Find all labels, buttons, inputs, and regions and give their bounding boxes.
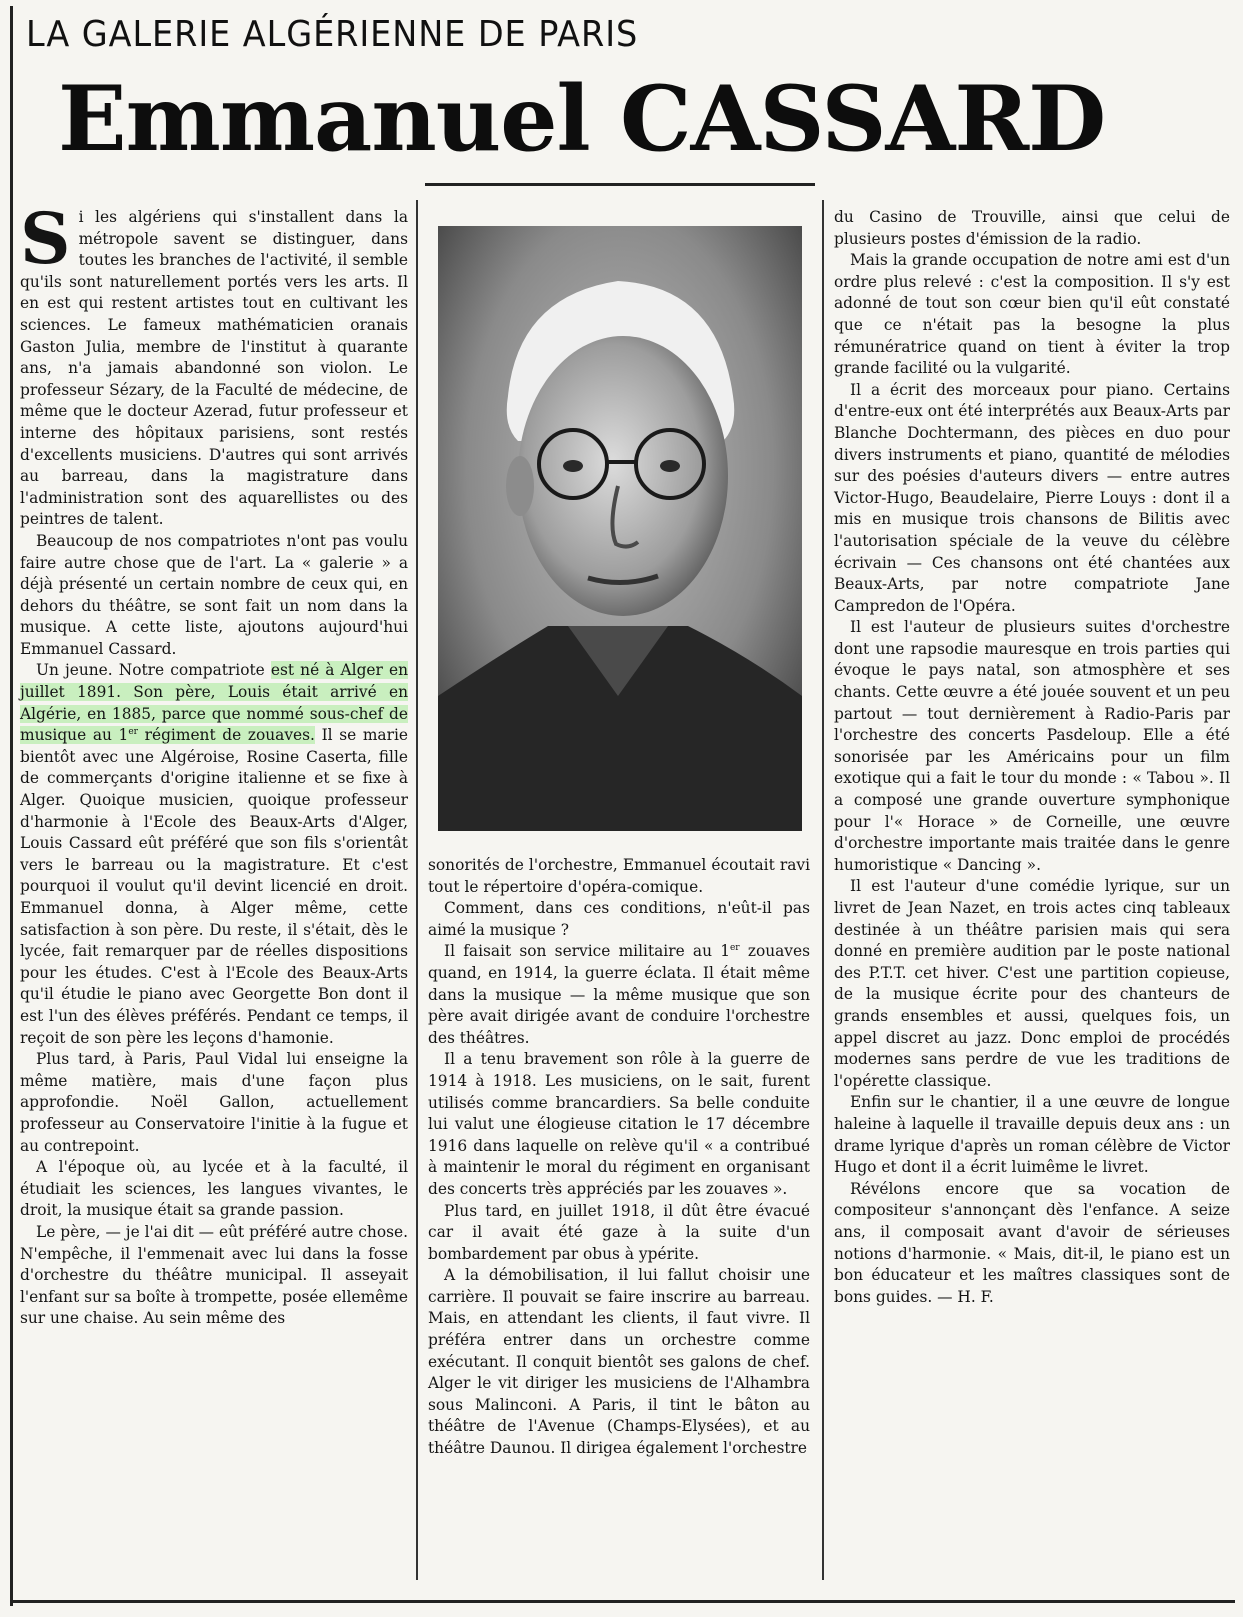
left-margin-rule [10,6,13,1606]
paragraph: Il a tenu bravement son rôle à la guerre de 1914 à 1918. Les musiciens, on le sait, furent utilisés comme brancardiers. Sa belle conduite lui valut une élogieuse citation le 17 décembre 1916 dans laquelle on relève qu'il « a contribué à maintenir le moral du régiment en organisant des concerts très appréciés par les zouaves ». [428,1050,810,1198]
paragraph-text: Il se marie bientôt avec une Algéroise, Rosine Caserta, fille de commerçants d'origine italienne et se fixe à Alger. Quoique musicien, quoique professeur d'harmonie à l'Ecole des Beaux-Arts d'Alger, Louis Cassard eût préféré que son fils s'orientât vers le barreau ou la magistrature. Et c'est pourquoi il voulut qu'il devint licencié en droit. Emmanuel donna, à Alger même, cette satisfaction à son père. Du reste, il s'était, dès le lycée, fait remarquer par de réelles dispositions pour les études. C'est à l'Ecole des Beaux-Arts qu'il étudie le piano avec Georgette Bon dont il est l'un des élèves préférés. Pendant ce temps, il reçoit de son père les leçons d'hamonie. [20,726,408,1047]
paragraph: sonorités de l'orchestre, Emmanuel écoutait ravi tout le répertoire d'opéra-comique. [428,856,810,896]
paragraph-text: i les algériens qui s'installent dans la métropole savent se distinguer, dans toutes les branches de l'activité, il semble qu'ils sont naturellement portés vers les arts. Il en est qui restent artistes tout en cultivant les sciences. Le fameux mathématicien oranais Gaston Julia, membre de l'institut à quarante ans, n'a jamais abandonné son violon. Le professeur Sézary, de la Faculté de médecine, de même que le docteur Azerad, futur professeur et interne des hôpitaux parisiens, sont restés d'excellents musiciens. D'autres qui sont arrivés au barreau, dans la magistrature dans l'administration sont des aquarellistes ou des peintres de talent. [20,208,408,529]
drop-cap: S [20,197,71,280]
paragraph: Beaucoup de nos compatriotes n'ont pas voulu faire autre chose que de l'art. La « galerie » a déjà présenté un certain nombre de ceux qui, en dehors du théâtre, se sont fait un nom dans la musique. A cette liste, ajoutons aujourd'hui Emmanuel Cassard. [20,531,408,658]
paragraph [20,197,408,531]
paragraph: Révélons encore que sa vocation de compositeur s'annonçant dès l'enfance. A seize ans, il composait avant d'avoir de sérieuses notions d'harmonie. « Mais, dit-il, le piano est un bon éducateur et les maîtres classiques sont de bons guides. — H. F. [834,1179,1230,1306]
paragraph-text: Un jeune. Notre compatriote [36,661,271,680]
paragraph: A la démobilisation, il lui fallut choisir une carrière. Il pouvait se faire inscrire au barreau. Mais, en attendant les clients, il faut vivre. Il préféra entrer dans un orchestre comme exécutant. Il conquit bientôt ses galons de chef. Alger le vit diriger les musiciens de l'Alhambra sous Malinconi. A Paris, il tint le bâton au théâtre de l'Avenue (Champs-Elysées), et au théâtre Daunou. Il dirigea également l'orchestre [428,1266,810,1458]
bottom-rule [10,1600,1235,1603]
section-kicker: LA GALERIE ALGÉRIENNE DE PARIS [26,14,639,55]
highlighted-text-part: régiment de zouaves. [137,726,315,745]
paragraph-text: Il faisait son service militaire au 1 [444,942,730,961]
article-column-2 [428,855,810,1460]
portrait-illustration [438,226,802,831]
superscript: er [128,727,138,738]
paragraph: A l'époque où, au lycée et à la faculté, il étudiait les sciences, les langues vivantes, le droit, la musique était sa grande passion. [20,1158,408,1220]
paragraph [20,660,408,1049]
article-column-1 [20,197,408,1330]
paragraph: Plus tard, à Paris, Paul Vidal lui enseigne la même matière, mais d'une façon plus approfondie. Noël Gallon, actuellement professeur au Conservatoire l'initie à la fugue et au contrepoint. [20,1050,408,1155]
paragraph: Mais la grande occupation de notre ami est d'un ordre plus relevé : c'est la composition. Il s'y est adonné de tout son cœur bien qu'il eût constaté que ce n'était pas la besogne la plus rémunératrice quand on tient à éviter la trop grande facilité ou la vulgarité. [834,251,1230,378]
highlighted-text-part: est né à Alger en juillet 1891. Son père, Louis était arrivé en Algérie, en 1885, parce que nommé sous-chef de musique au 1 [20,661,408,745]
paragraph: Il est l'auteur de plusieurs suites d'orchestre dont une rapsodie mauresque en trois parties qui évoque le pays natal, son atmosphère et ses chants. Cette œuvre a été jouée souvent et un peu partout — tout dernièrement à Radio-Paris par l'orchestre des concerts Pasdeloup. Elle a été sonorisée par les Américains pour un film exotique qui a fait le tour du monde : « Tabou ». Il a composé une grande ouverture symphonique pour l'« Horace » de Corneille, une œuvre d'orchestre importante mais traitée dans le genre humoristique « Dancing ». [834,618,1230,874]
headline-rule [425,183,815,186]
paragraph: Il a écrit des morceaux pour piano. Certains d'entre-eux ont été interprétés aux Beaux-Arts par Blanche Dochtermann, des pièces en duo pour divers instruments et piano, quantité de mélodies sur des poésies d'auteurs divers — entre autres Victor-Hugo, Beaudelaire, Pierre Louys : dont il a mis en musique trois chansons de Bilitis avec l'autorisation spéciale de la veuve du célèbre écrivain — Ces chansons ont été chantées aux Beaux-Arts, par notre compatriote Jane Campredon de l'Opéra. [834,380,1230,615]
column-rule-1 [416,200,418,1580]
paragraph: Comment, dans ces conditions, n'eût-il pas aimé la musique ? [428,899,810,939]
portrait-photo [438,226,802,831]
column-rule-2 [822,200,824,1580]
paragraph: Le père, — je l'ai dit — eût préféré autre chose. N'empêche, il l'emmenait avec lui dans la fosse d'orchestre du théâtre municipal. Il asseyait l'enfant sur sa boîte à trompette, posée ellemême sur une chaise. Au sein même des [20,1222,408,1328]
paragraph: Enfin sur le chantier, il a une œuvre de longue haleine à laquelle il travaille depuis deux ans : un drame lyrique d'après un roman célèbre de Victor Hugo et dont il a écrit luimême le livret. [834,1093,1230,1177]
paragraph-text: zouaves quand, en 1914, la guerre éclata. Il était même dans la musique — la même musique que son père avait dirigée avant de conduire l'orchestre des théâtres. [428,942,810,1047]
article-headline: Emmanuel CASSARD [58,66,1106,172]
paragraph: du Casino de Trouville, ainsi que celui de plusieurs postes d'émission de la radio. [834,208,1230,248]
paragraph [428,941,810,1049]
paragraph: Plus tard, en juillet 1918, il dût être évacué car il avait été gaze à la suite d'un bombardement par obus à ypérite. [428,1201,810,1263]
superscript: er [729,943,740,954]
article-column-3 [834,207,1230,1308]
paragraph: Il est l'auteur d'une comédie lyrique, sur un livret de Jean Nazet, en trois actes cinq tableaux destinée à un théâtre parisien mais qui sera donné en première audition par le poste national des P.T.T. cet hiver. C'est une partition copieuse, de la musique écrite pour des chanteurs de grands ensembles et aussi, quelques fois, un appel discret au jazz. Donc emploi de procédés modernes sans perdre de vue les traditions de l'opérette classique. [834,877,1230,1090]
